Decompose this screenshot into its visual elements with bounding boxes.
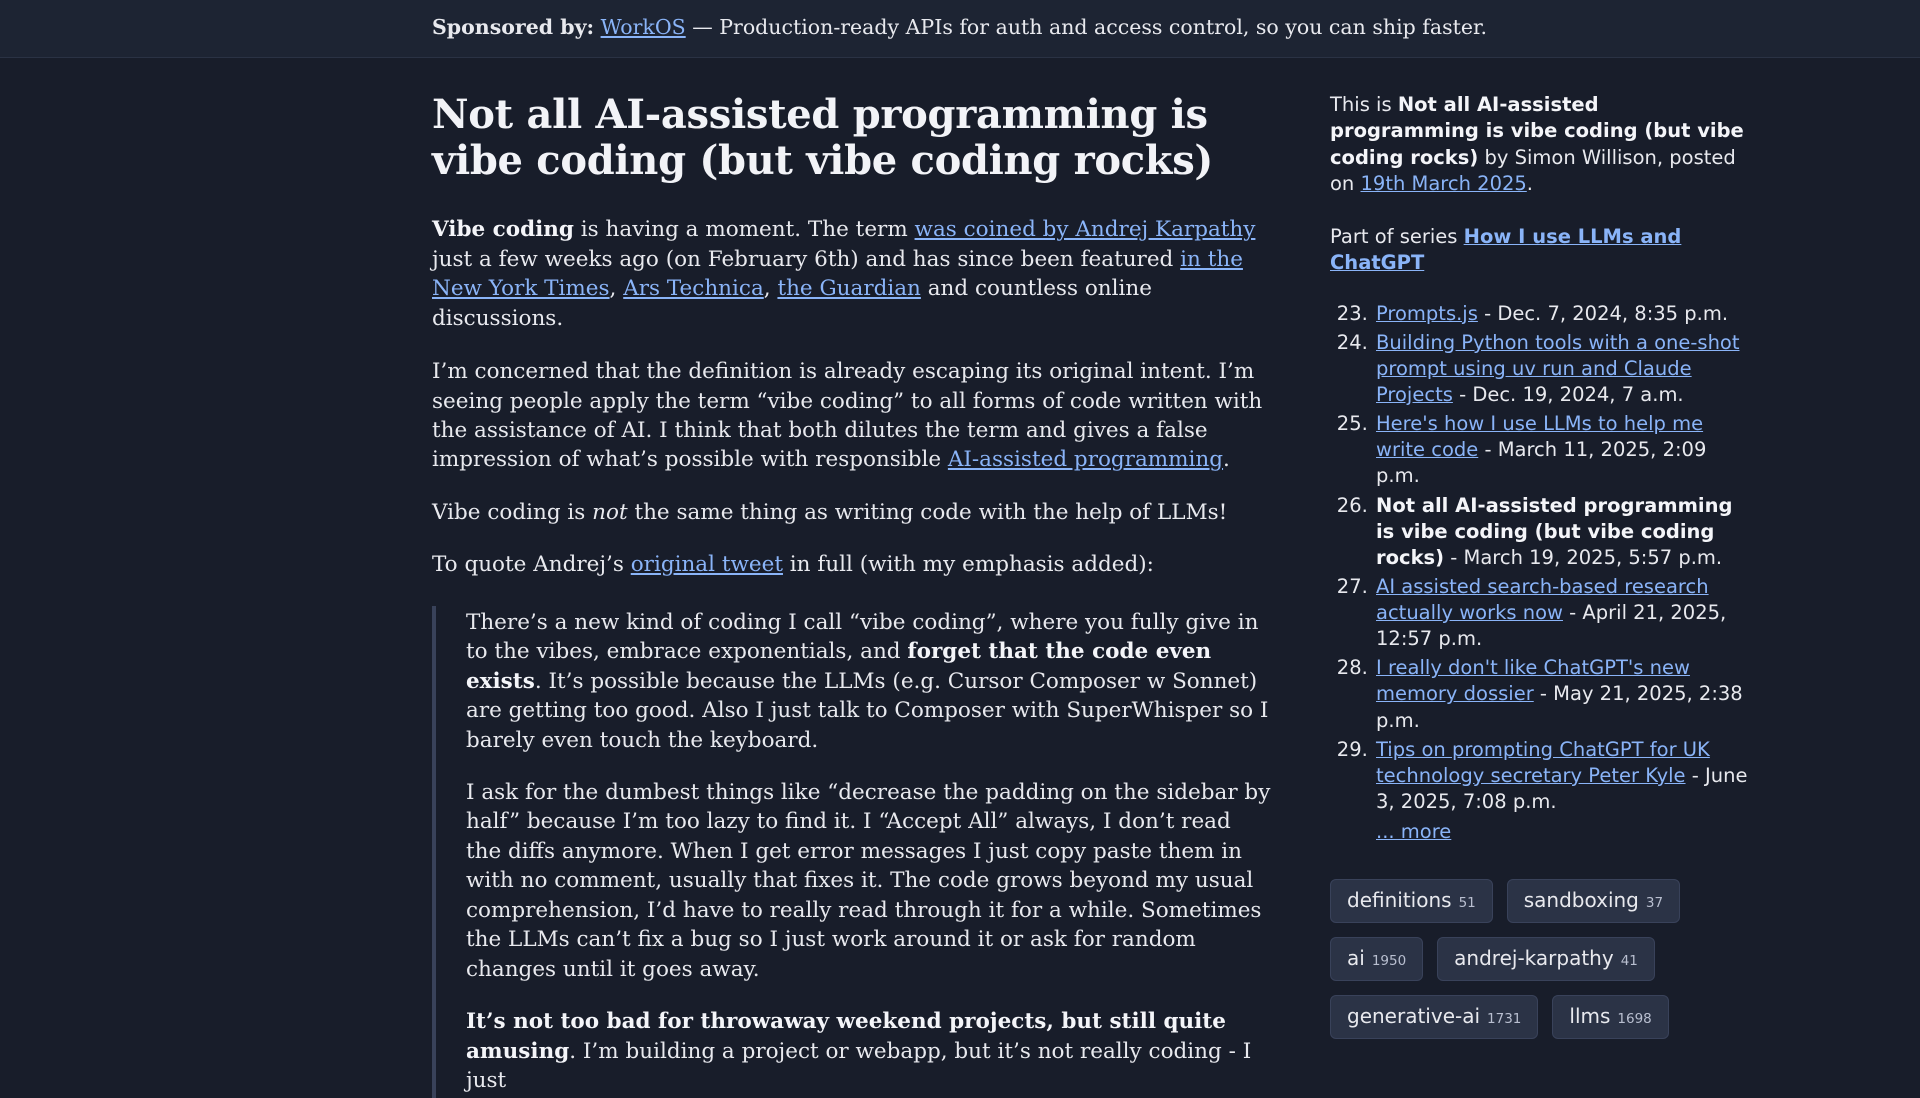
link-ai-assisted-programming[interactable]: AI-assisted programming [947, 447, 1224, 473]
tag-sandboxing[interactable] [1507, 879, 1680, 923]
sponsor-link[interactable]: WorkOS [600, 15, 686, 39]
meta-period: . [1526, 172, 1533, 196]
sponsor-label: Sponsored by: [432, 15, 595, 39]
tag-andrej-karpathy[interactable] [1437, 937, 1655, 981]
tag-count: 1950 [1371, 953, 1407, 970]
concern-text-1: I’m concerned that the definition is already escaping its original intent. I’m seeing people apply the term “vibe coding” to all forms of code written with the assistance of AI. I think that both dilutes the term and gives a false impression of what’s possible with responsible [432, 359, 1263, 473]
quote3-text: . I’m building a project or webapp, but it’s not really coding - I just [466, 1038, 1252, 1094]
sidebar [1330, 92, 1750, 1040]
link-ars-technica[interactable]: Ars Technica [623, 276, 764, 302]
tag-label: ai [1347, 946, 1365, 971]
quote-paragraph-1 [466, 608, 1272, 755]
quoteintro-text-2: in full (with my emphasis added): [782, 552, 1154, 578]
sponsor-tagline: — Production-ready APIs for auth and access control, so you can ship faster. [692, 15, 1488, 39]
notsame-text-2: the same thing as writing code with the help of LLMs! [627, 499, 1228, 525]
intro-text-5: and countless online discussions. [432, 276, 1152, 331]
article-content [432, 92, 1272, 1098]
series-item-date: - April 21, 2025, 12:57 p.m. [1376, 601, 1727, 651]
intro-text-2: just a few weeks ago (on February 6th) and has since been featured [432, 246, 1181, 272]
paragraph-quote-intro [432, 550, 1272, 579]
tag-list [1330, 879, 1750, 1039]
tag-count: 51 [1458, 895, 1476, 912]
quote3-bold: It’s not too bad for throwaway weekend projects, but still quite amusing [466, 1009, 1226, 1064]
tag-count: 1698 [1617, 1011, 1652, 1028]
paragraph-intro [432, 215, 1272, 333]
list-item [1374, 574, 1750, 652]
quote1-bold: forget that the code even exists [466, 639, 1212, 694]
series-item-link[interactable]: Tips on prompting ChatGPT for UK technology secretary Peter Kyle [1376, 737, 1710, 787]
list-item [1374, 301, 1750, 327]
vibe-coding-lead: Vibe coding [432, 217, 574, 243]
link-original-tweet[interactable]: original tweet [630, 552, 783, 578]
series-item-date: - Dec. 7, 2024, 8:35 p.m. [1477, 301, 1729, 325]
series-label: Part of series [1330, 224, 1464, 248]
series-item-link[interactable]: Here's how I use LLMs to help me write code [1376, 412, 1704, 462]
list-item [1374, 737, 1750, 846]
paragraph-concern [432, 357, 1272, 475]
link-the-guardian[interactable]: the Guardian [777, 276, 921, 302]
link-karpathy-coined[interactable]: was coined by Andrej Karpathy [914, 217, 1256, 243]
tag-label: generative-ai [1347, 1004, 1481, 1029]
series-item-current-title: Not all AI-assisted programming is vibe coding (but vibe coding rocks) [1376, 493, 1733, 569]
meta-this-is: This is [1330, 92, 1398, 116]
tag-definitions[interactable] [1330, 879, 1493, 923]
meta-post-title: Not all AI-assisted programming is vibe coding (but vibe coding rocks) [1330, 92, 1744, 169]
series-heading [1330, 224, 1750, 277]
page-title: Not all AI-assisted programming is vibe coding (but vibe coding rocks) [432, 90, 1214, 185]
series-list [1330, 301, 1750, 846]
tag-count: 41 [1620, 953, 1638, 970]
concern-text-2: . [1223, 447, 1230, 473]
quoteintro-text-1: To quote Andrej’s [432, 552, 631, 578]
series-item-date: - June 3, 2025, 7:08 p.m. [1376, 763, 1748, 813]
series-item-date: - March 11, 2025, 2:09 p.m. [1376, 438, 1707, 488]
quote1-text-1: There’s a new kind of coding I call “vibe coding”, where you fully give in to the vibes, embrace exponentials, and [466, 609, 1259, 665]
tag-count: 1731 [1487, 1011, 1522, 1028]
intro-text-1: is having a moment. The term [573, 217, 915, 243]
sponsor-text [180, 14, 1740, 41]
intro-text-4: , [763, 276, 778, 302]
tag-label: llms [1569, 1004, 1611, 1029]
series-item-date: - March 19, 2025, 5:57 p.m. [1444, 545, 1723, 569]
link-series[interactable]: How I use LLMs and ChatGPT [1330, 224, 1682, 275]
list-item [1374, 655, 1750, 733]
list-item-current [1374, 493, 1750, 571]
paragraph-not-same [432, 498, 1272, 527]
quote-paragraph-2: I ask for the dumbest things like “decrease the padding on the sidebar by half” because I’m too lazy to find it. I “Accept All” always, I don’t read the diffs anymore. When I get error messages I just copy paste them in with no comment, usually that fixes it. The code grows beyond my usual comprehension, I’d have to really read through it for a while. Sometimes the LLMs can’t fix a bug so I just work around it or ask for random changes until it goes away. [466, 780, 1271, 982]
tag-label: andrej-karpathy [1454, 946, 1614, 971]
series-item-date: - Dec. 19, 2024, 7 a.m. [1452, 383, 1684, 407]
sponsor-bar [0, 0, 1920, 58]
series-item-link[interactable]: I really don't like ChatGPT's new memory dossier [1376, 656, 1690, 706]
series-item-link[interactable]: Building Python tools with a one-shot prompt using uv run and Claude Projects [1376, 330, 1740, 407]
tag-llms[interactable] [1552, 995, 1668, 1039]
tag-label: definitions [1347, 888, 1452, 913]
list-item [1374, 330, 1750, 408]
page-wrapper [180, 58, 1748, 1098]
list-item [1374, 411, 1750, 489]
link-post-date[interactable]: 19th March 2025 [1360, 172, 1527, 196]
blockquote-karpathy-tweet [432, 606, 1272, 1098]
quote1-text-2: . It’s possible because the LLMs (e.g. Cursor Composer w Sonnet) are getting too good. Also I just talk to Composer with SuperWhisper so I barely even touch the keyboard. [466, 668, 1269, 753]
series-item-link[interactable]: Prompts.js [1376, 301, 1478, 325]
tag-ai[interactable] [1330, 937, 1423, 981]
post-meta [1330, 92, 1750, 198]
intro-text-3: , [609, 276, 624, 302]
series-item-date: - May 21, 2025, 2:38 p.m. [1376, 682, 1743, 732]
quote-paragraph-3 [466, 1007, 1272, 1095]
notsame-text-1: Vibe coding is [432, 499, 593, 525]
series-item-link[interactable]: AI assisted search-based research actually works now [1376, 574, 1709, 625]
tag-label: sandboxing [1523, 888, 1639, 913]
tag-generative-ai[interactable] [1330, 995, 1538, 1039]
meta-byline: by Simon Willison, posted on [1330, 145, 1736, 196]
series-more-row [1376, 819, 1750, 845]
emphasis-not: not [592, 499, 628, 525]
link-more-series[interactable]: ... more [1376, 820, 1452, 844]
tag-count: 37 [1645, 895, 1664, 912]
link-new-york-times[interactable]: in the New York Times [432, 246, 1243, 302]
